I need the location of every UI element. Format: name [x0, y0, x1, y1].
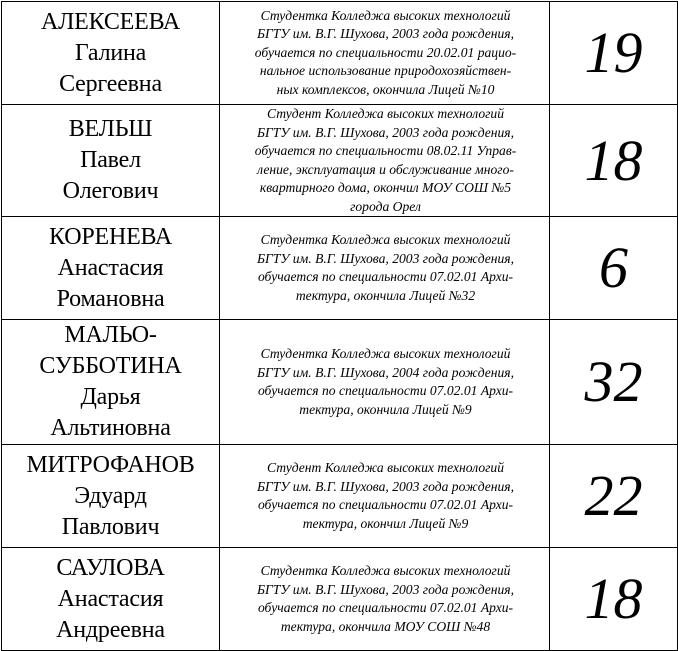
student-surname: МАЛЬО- [64, 322, 157, 348]
description-line: тектура, окончила Лицей №9 [299, 401, 472, 417]
student-description-cell [220, 2, 550, 105]
student-number: 18 [584, 566, 643, 631]
student-description [220, 7, 549, 100]
description-line: Студент Колледжа высоких технологий [266, 106, 505, 121]
description-line: города Орел [350, 198, 421, 214]
description-line: обучается по специальности 07.02.01 Архи- [257, 383, 514, 398]
student-first-name: Дарья [80, 384, 141, 410]
student-surname: АЛЕКСЕЕВА [40, 8, 181, 35]
student-surname: СУББОТИНА [39, 353, 182, 379]
student-number: 22 [584, 463, 643, 528]
student-surname: ВЕЛЬШ [68, 116, 153, 142]
description-line: БГТУ им. В.Г. Шухова, 2004 года рождения, [256, 364, 515, 380]
student-first-name: Анастасия [57, 585, 164, 612]
student-patronymic: Олегович [62, 178, 159, 204]
student-first-name: Галина [74, 39, 147, 66]
student-description-cell [220, 548, 550, 651]
student-first-name: Анастасия [57, 254, 164, 281]
student-number: 19 [584, 20, 643, 85]
description-line: обучается по специальности 20.02.01 рацио- [254, 44, 517, 60]
table-row [2, 548, 678, 651]
student-surname: МИТРОФАНОВ [26, 451, 195, 478]
student-number-cell [550, 105, 678, 217]
description-line: ление, эксплуатация и обслуживание много- [257, 161, 514, 177]
student-number-cell [550, 217, 678, 320]
description-line: Студентка Колледжа высоких технологий [260, 346, 511, 361]
student-patronymic: Романовна [56, 285, 165, 312]
description-line: БГТУ им. В.Г. Шухова, 2003 года рождения, [256, 124, 515, 140]
description-line: нальное использование природохозяйствен- [259, 63, 512, 79]
student-name-cell [2, 445, 220, 548]
student-surname: САУЛОВА [56, 554, 165, 581]
student-number: 6 [599, 235, 628, 300]
description-line: БГТУ им. В.Г. Шухова, 2003 года рождения, [256, 478, 515, 494]
student-description-cell [220, 445, 550, 548]
description-line: обучается по специальности 07.02.01 Архи- [257, 269, 514, 284]
student-description [220, 105, 549, 216]
description-line: БГТУ им. В.Г. Шухова, 2003 года рождения, [256, 250, 515, 266]
student-patronymic: Сергеевна [59, 70, 162, 97]
description-line: тектура, окончила Лицей №32 [295, 287, 476, 303]
student-description-cell [220, 320, 550, 445]
table-row [2, 2, 678, 105]
description-line: обучается по специальности 07.02.01 Архи- [257, 600, 514, 615]
student-description [220, 459, 549, 533]
student-first-name: Павел [80, 147, 141, 173]
description-line: тектура, окончил Лицей №9 [302, 515, 469, 531]
student-description-cell [220, 105, 550, 217]
description-line: тектура, окончила МОУ СОШ №48 [280, 618, 491, 634]
table-row [2, 105, 678, 217]
description-line: Студент Колледжа высоких технологий [266, 460, 505, 475]
student-description [220, 562, 549, 636]
description-line: Студентка Колледжа высоких технологий [260, 232, 511, 247]
student-number: 32 [584, 349, 643, 414]
description-line: Студентка Колледжа высоких технологий [260, 7, 511, 23]
student-patronymic: Андреевна [56, 616, 165, 643]
table-row [2, 320, 678, 445]
student-name-cell [2, 105, 220, 217]
student-name-cell [2, 320, 220, 445]
description-line: ных комплексов, окончила Лицей №10 [276, 81, 495, 97]
student-name-cell [2, 548, 220, 651]
student-name-cell [2, 2, 220, 105]
table-row [2, 445, 678, 548]
student-first-name: Эдуард [74, 482, 147, 509]
table-row [2, 217, 678, 320]
student-name-cell [2, 217, 220, 320]
student-surname: КОРЕНЕВА [49, 223, 172, 250]
student-number-cell [550, 548, 678, 651]
description-line: БГТУ им. В.Г. Шухова, 2003 года рождения, [256, 581, 515, 597]
student-description [220, 345, 549, 419]
students-table [1, 1, 678, 651]
student-description-cell [220, 217, 550, 320]
student-number: 18 [584, 127, 643, 193]
student-description [220, 231, 549, 305]
description-line: обучается по специальности 07.02.01 Архи- [257, 497, 514, 512]
description-line: БГТУ им. В.Г. Шухова, 2003 года рождения, [256, 26, 515, 42]
student-patronymic: Павлович [61, 513, 160, 540]
student-number-cell [550, 445, 678, 548]
student-number-cell [550, 2, 678, 105]
description-line: Студентка Колледжа высоких технологий [260, 563, 511, 578]
description-line: квартирного дома, окончил МОУ СОШ №5 [259, 180, 512, 195]
student-number-cell [550, 320, 678, 445]
description-line: обучается по специальности 08.02.11 Управ- [254, 143, 517, 158]
student-patronymic: Альтиновна [50, 415, 171, 441]
